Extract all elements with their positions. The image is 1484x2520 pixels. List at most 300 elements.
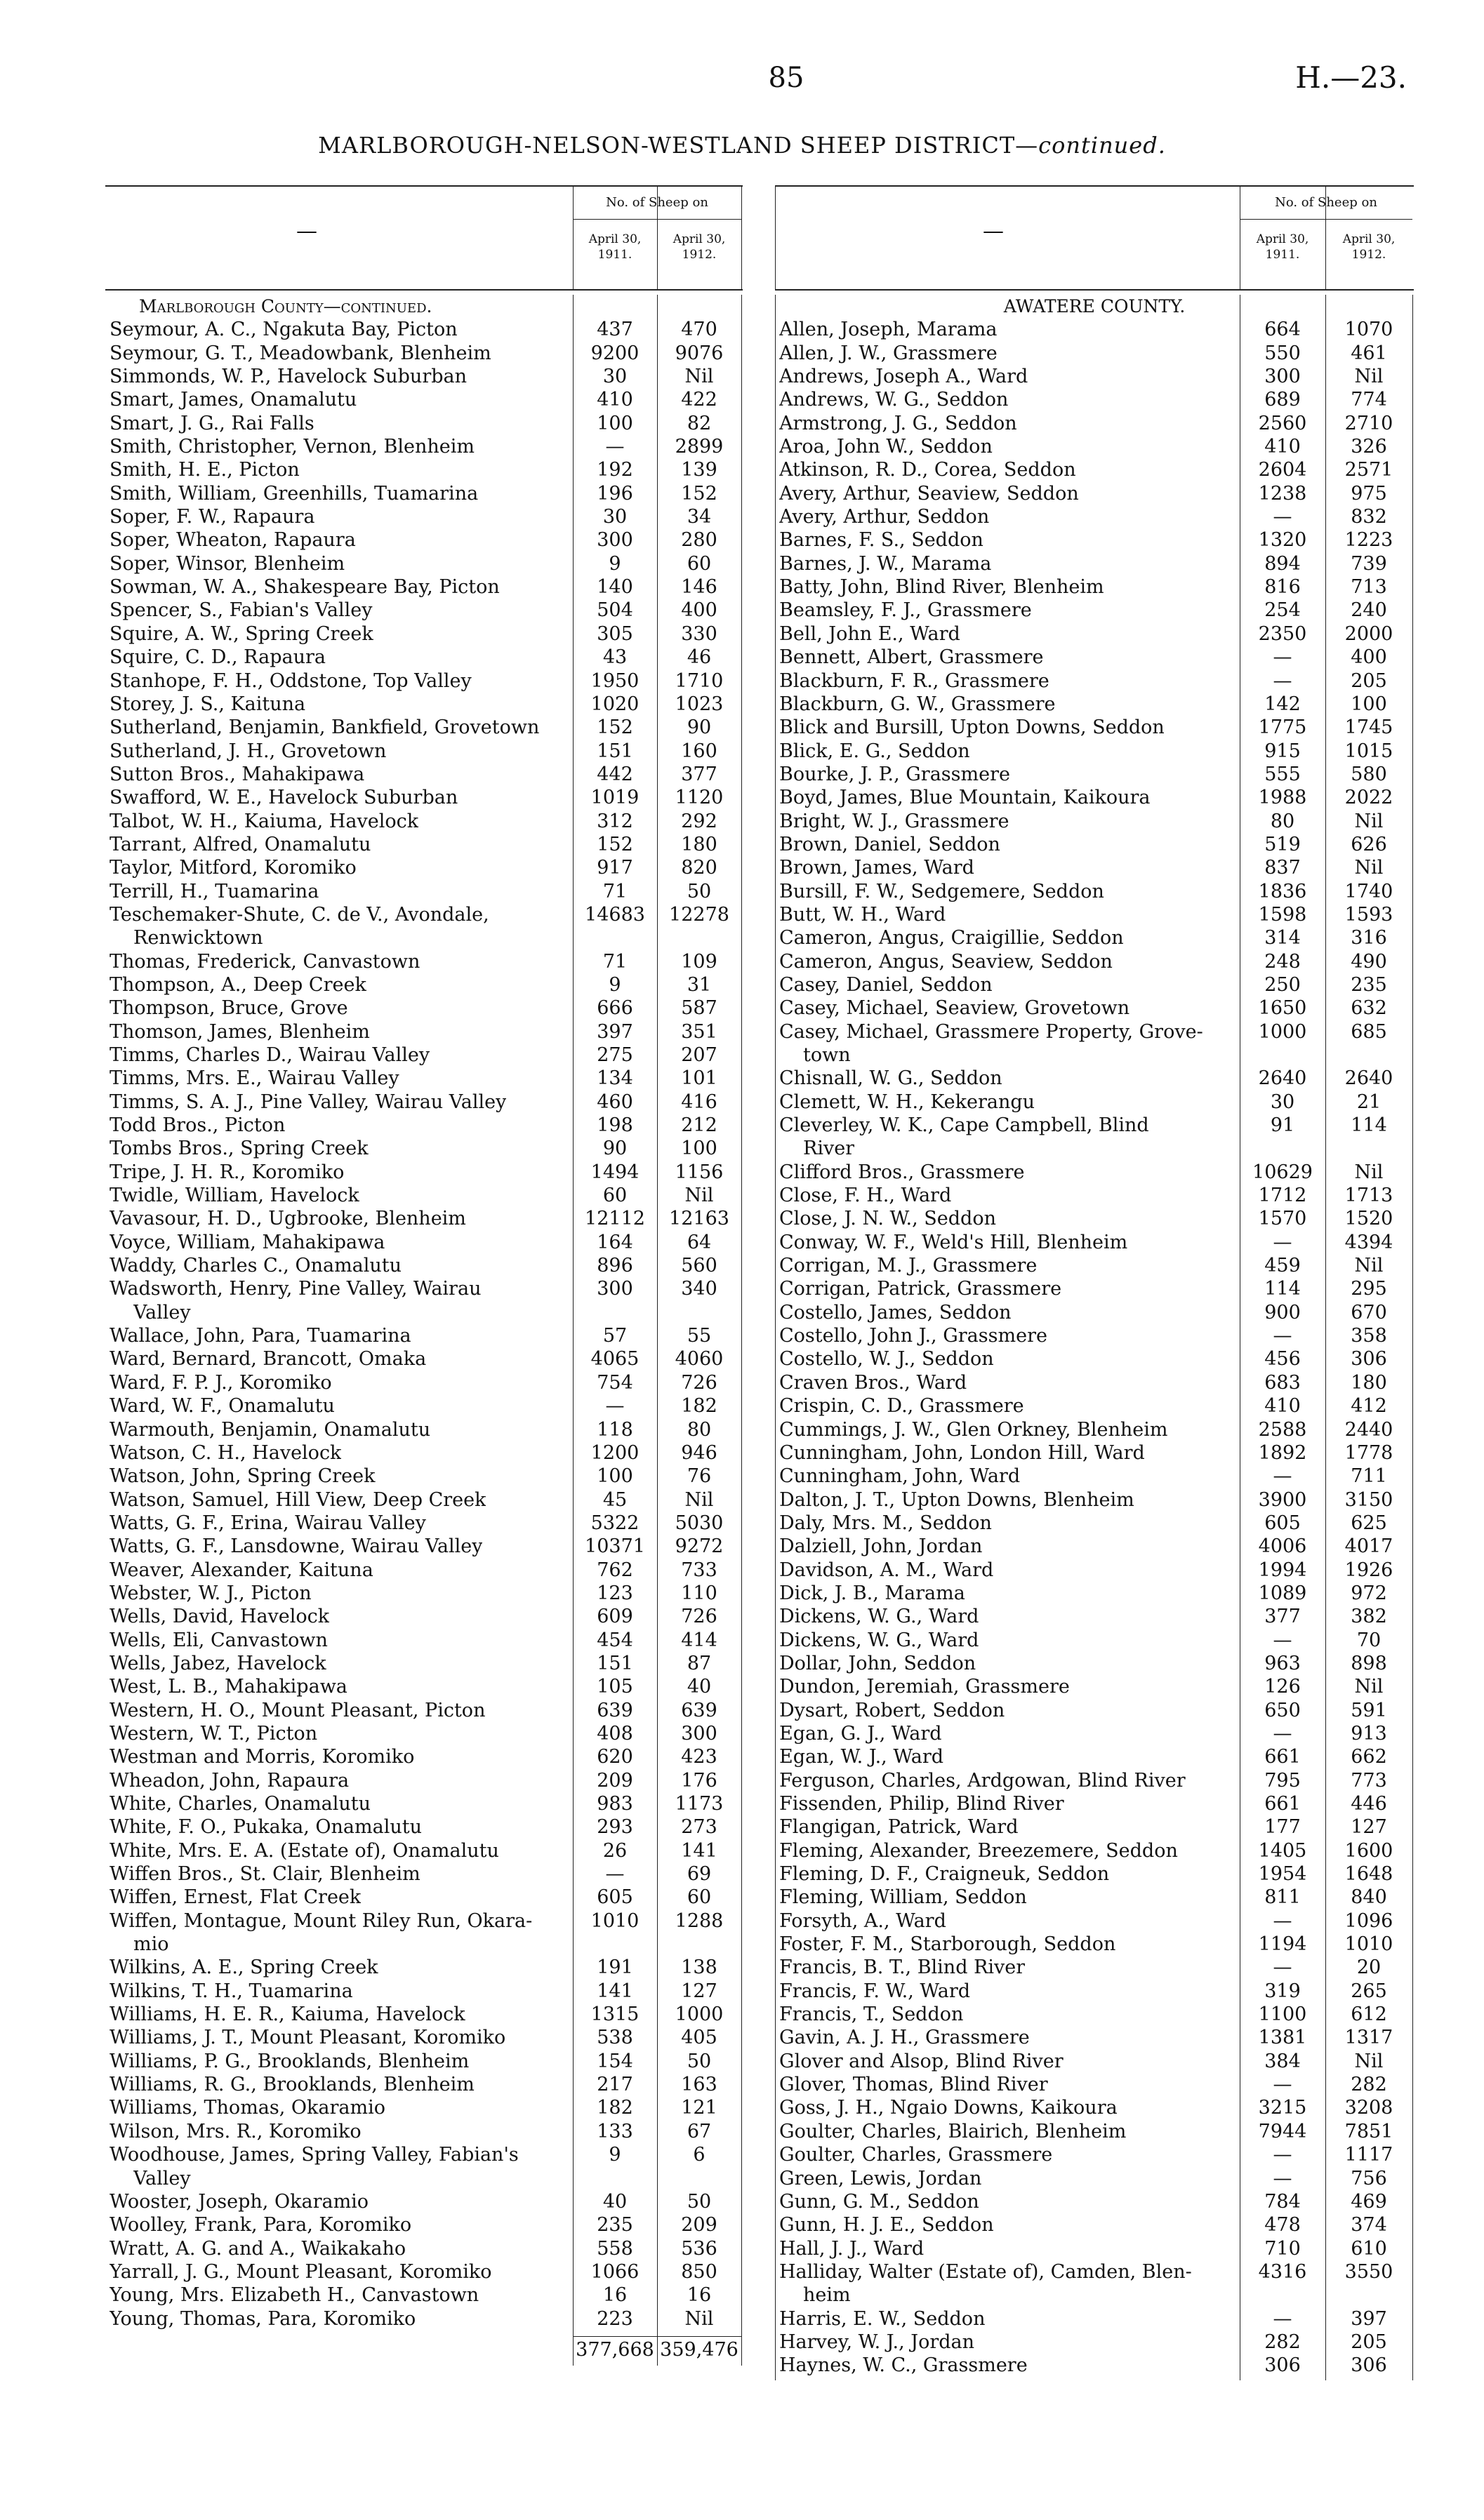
- owner-name: Dickens, W. G., Ward: [779, 1629, 979, 1651]
- sheep-1911: 983: [597, 1793, 633, 1815]
- owner-name: Teschemaker-Shute, C. de V., Avondale,: [110, 903, 489, 926]
- sheep-1911: 5322: [590, 1512, 640, 1534]
- sheep-1911: 1405: [1258, 1839, 1307, 1862]
- sheep-1911: 1598: [1258, 903, 1307, 926]
- table-row: [775, 1559, 1414, 1582]
- sheep-1912: 1010: [1344, 1933, 1393, 1956]
- owner-name: Butt, W. H., Ward: [779, 903, 946, 926]
- sheep-1911: 442: [597, 763, 633, 785]
- table-row: [105, 2003, 743, 2026]
- sheep-1911: 305: [597, 622, 633, 645]
- owner-name: Tombs Bros., Spring Creek: [110, 1138, 369, 1160]
- table-row: [775, 1044, 1414, 1067]
- sheep-1912: 127: [1351, 1816, 1387, 1839]
- sheep-1911: 10629: [1252, 1161, 1313, 1183]
- owner-name: Casey, Michael, Seaview, Grovetown: [779, 997, 1130, 1020]
- sheep-1912: 330: [681, 622, 717, 645]
- owner-name: Weaver, Alexander, Kaituna: [110, 1559, 373, 1581]
- table-row: [775, 2354, 1414, 2377]
- table-row: [105, 1044, 743, 1067]
- owner-name: Fissenden, Philip, Blind River: [779, 1793, 1064, 1815]
- table-row: [775, 1933, 1414, 1956]
- owner-name: Williams, R. G., Brooklands, Blenheim: [110, 2074, 475, 2096]
- sheep-1912: 55: [687, 1325, 712, 1347]
- sheep-1912: 560: [681, 1255, 717, 1277]
- owner-name: Fleming, Alexander, Breezemere, Seddon: [779, 1839, 1178, 1862]
- table-row: [105, 926, 743, 949]
- table-row: [105, 2167, 743, 2190]
- sheep-1911: 1570: [1258, 1208, 1307, 1230]
- sheep-1912: 4394: [1344, 1231, 1393, 1253]
- sheep-1912: 139: [681, 459, 717, 481]
- table-row: [775, 763, 1414, 786]
- sheep-1911: 456: [1264, 1348, 1301, 1371]
- table-row: [105, 1254, 743, 1277]
- table-row: [105, 903, 743, 926]
- owner-name: White, Charles, Onamalutu: [110, 1793, 371, 1815]
- table-row: [775, 1792, 1414, 1815]
- table-row: [775, 1020, 1414, 1044]
- sheep-1912: 16: [687, 2284, 712, 2307]
- owner-name: Wooster, Joseph, Okaramio: [110, 2190, 369, 2213]
- section-label: Marlborough County—continued.: [139, 296, 432, 316]
- sheep-1912: 351: [681, 1020, 717, 1043]
- sheep-1911: 555: [1264, 763, 1301, 785]
- table-row: [105, 1745, 743, 1768]
- table-row: [105, 1114, 743, 1137]
- table-row: [775, 435, 1414, 458]
- sheep-1911: 1089: [1258, 1582, 1307, 1604]
- sheep-1912: 913: [1351, 1722, 1387, 1745]
- sheep-1912: 2000: [1344, 622, 1393, 645]
- title-main: MARLBOROUGH-NELSON-WESTLAND SHEEP DISTRICT—: [318, 132, 1039, 159]
- sheep-1911: 164: [597, 1231, 633, 1253]
- owner-name: Goulter, Charles, Blairich, Blenheim: [779, 2120, 1127, 2142]
- owner-name: Bursill, F. W., Sedgemere, Seddon: [779, 880, 1104, 902]
- table-row: [775, 950, 1414, 973]
- sheep-1912: 306: [1351, 1348, 1387, 1371]
- sheep-1912: 670: [1351, 1301, 1387, 1324]
- owner-name: Stanhope, F. H., Oddstone, Top Valley: [110, 669, 472, 692]
- sheep-1911: 1315: [590, 2004, 640, 2026]
- sheep-1912: 1015: [1344, 740, 1393, 762]
- sheep-1912: 9272: [675, 1535, 724, 1558]
- table-row: [105, 575, 743, 599]
- table-row: [775, 1137, 1414, 1160]
- sheep-1911: 177: [1264, 1816, 1301, 1839]
- sheep-1912: 1520: [1344, 1208, 1393, 1230]
- table-row: [775, 1980, 1414, 2003]
- left-rows: [105, 295, 743, 2361]
- sheep-1912: Nil: [1354, 1255, 1384, 1277]
- owner-name: Costello, James, Seddon: [779, 1301, 1012, 1324]
- sheep-1912: 423: [681, 1746, 717, 1768]
- sheep-1912: 1740: [1344, 880, 1393, 902]
- sheep-1911: —: [605, 1395, 625, 1418]
- owner-name: Soper, Wheaton, Rapaura: [110, 529, 356, 552]
- owner-name: Smart, James, Onamalutu: [110, 389, 357, 411]
- sheep-1911: 57: [602, 1325, 628, 1347]
- sheep-1912: 685: [1351, 1020, 1387, 1043]
- sheep-1912: 898: [1351, 1652, 1387, 1674]
- table-row: [775, 1512, 1414, 1535]
- sheep-1911: 300: [597, 1278, 633, 1300]
- table-row: [105, 1394, 743, 1418]
- sheep-1911: 437: [597, 319, 633, 341]
- owner-name: Costello, John J., Grassmere: [779, 1325, 1047, 1347]
- table-row: [775, 1815, 1414, 1839]
- sheep-1912: 1120: [675, 787, 724, 809]
- table-row: [775, 833, 1414, 856]
- sheep-1912: 141: [681, 1839, 717, 1862]
- table-row: [775, 599, 1414, 622]
- owner-name: Armstrong, J. G., Seddon: [779, 412, 1017, 434]
- sheep-1911: 45: [602, 1488, 628, 1511]
- sheep-1911: 151: [597, 1652, 633, 1674]
- table-row: [105, 2096, 743, 2119]
- table-row: [105, 318, 743, 341]
- sheep-1911: —: [1273, 646, 1292, 669]
- owner-name: Todd Bros., Picton: [110, 1114, 286, 1137]
- sheep-1912: 3150: [1344, 1488, 1393, 1511]
- sheep-1912: 121: [681, 2097, 717, 2119]
- sheep-1911: 26: [602, 1839, 628, 1862]
- owner-name: Western, H. O., Mount Pleasant, Picton: [110, 1699, 486, 1721]
- sheep-1912: 64: [687, 1231, 712, 1253]
- sheep-1911: 71: [602, 880, 628, 902]
- sheep-1911: 1954: [1258, 1863, 1307, 1886]
- table-row: [775, 1769, 1414, 1792]
- sheep-1911: 1200: [590, 1441, 640, 1464]
- sheep-1912: 1023: [675, 693, 724, 715]
- sheep-1911: 217: [597, 2074, 633, 2096]
- owner-name: Timms, Mrs. E., Wairau Valley: [110, 1067, 399, 1090]
- table-row: [105, 342, 743, 365]
- table-row: [775, 786, 1414, 809]
- title-continued: continued.: [1038, 132, 1166, 159]
- sheep-1912: 240: [1351, 599, 1387, 622]
- owner-name: Brown, Daniel, Seddon: [779, 833, 1000, 855]
- sheep-1911: 43: [602, 646, 628, 669]
- sheep-1912: 273: [681, 1816, 717, 1839]
- sheep-1911: 191: [597, 1956, 633, 1979]
- owner-name: Waddy, Charles C., Onamalutu: [110, 1255, 402, 1277]
- sheep-1912: 1926: [1344, 1559, 1393, 1581]
- owner-name: Smith, William, Greenhills, Tuamarina: [110, 482, 479, 505]
- table-row: [105, 1582, 743, 1605]
- sheep-1912: 626: [1351, 833, 1387, 855]
- sheep-1912: 292: [681, 810, 717, 832]
- owner-name: Bright, W. J., Grassmere: [779, 810, 1009, 832]
- table-row: [775, 996, 1414, 1020]
- sheep-1912: 306: [1351, 2354, 1387, 2377]
- owner-name: Young, Mrs. Elizabeth H., Canvastown: [110, 2284, 479, 2307]
- owner-name: Wells, Eli, Canvastown: [110, 1629, 328, 1651]
- table-row: [105, 716, 743, 739]
- table-row: [105, 1956, 743, 1979]
- owner-name: Barnes, J. W., Marama: [779, 552, 992, 575]
- owner-name: Bourke, J. P., Grassmere: [779, 763, 1010, 785]
- owner-name: Talbot, W. H., Kaiuma, Havelock: [110, 810, 419, 832]
- sheep-1912: 400: [681, 599, 717, 622]
- sheep-1911: 90: [602, 1138, 628, 1160]
- table-row: [105, 646, 743, 669]
- owner-name: Dalton, J. T., Upton Downs, Blenheim: [779, 1488, 1134, 1511]
- sheep-1912: 612: [1351, 2004, 1387, 2026]
- table-row: [105, 1161, 743, 1184]
- table-row: [105, 1137, 743, 1160]
- sheep-1912: 2899: [675, 436, 724, 458]
- sheep-1911: 377: [1264, 1606, 1301, 1628]
- sheep-1911: 314: [1264, 927, 1301, 949]
- total-1912: 359,476: [660, 2339, 738, 2361]
- sheep-1911: 661: [1264, 1793, 1301, 1815]
- table-row: [105, 2026, 743, 2049]
- sheep-1911: 894: [1264, 552, 1301, 575]
- owner-name: Young, Thomas, Para, Koromiko: [110, 2307, 416, 2330]
- table-row: [105, 1231, 743, 1254]
- table-row: [775, 856, 1414, 879]
- owner-name: Close, F. H., Ward: [779, 1185, 952, 1207]
- table-row: [105, 412, 743, 435]
- owner-name: Wilkins, A. E., Spring Creek: [110, 1956, 378, 1979]
- sheep-1912: 1317: [1344, 2027, 1393, 2049]
- sheep-1912: Nil: [1354, 857, 1384, 879]
- table-row: [775, 1184, 1414, 1207]
- sheep-1912: 60: [687, 1886, 712, 1909]
- left-table-header: [105, 185, 743, 291]
- owner-name: Vavasour, H. D., Ugbrooke, Blenheim: [110, 1208, 466, 1230]
- owner-name: Smith, H. E., Picton: [110, 459, 300, 481]
- table-row: [105, 1277, 743, 1300]
- owner-name: Cameron, Angus, Seaview, Seddon: [779, 950, 1113, 973]
- owner-name: Avery, Arthur, Seaview, Seddon: [779, 482, 1079, 505]
- table-row: [105, 1465, 743, 1488]
- owner-name: Cummings, J. W., Glen Orkney, Blenheim: [779, 1418, 1168, 1441]
- sheep-1911: 550: [1264, 342, 1301, 364]
- table-row: [775, 2050, 1414, 2073]
- sheep-1912: 295: [1351, 1278, 1387, 1300]
- sheep-1911: 196: [597, 482, 633, 505]
- table-row: [775, 1254, 1414, 1277]
- sheep-1912: 739: [1351, 552, 1387, 575]
- sheep-1911: 689: [1264, 389, 1301, 411]
- sheep-1911: 1100: [1258, 2004, 1307, 2026]
- sheep-1911: 275: [597, 1044, 633, 1066]
- table-row: [775, 482, 1414, 505]
- table-row: [105, 458, 743, 481]
- sheep-1911: 306: [1264, 2354, 1301, 2377]
- sheep-1911: 558: [597, 2237, 633, 2260]
- sheep-1912: 1600: [1344, 1839, 1393, 1862]
- sheep-1911: 2588: [1258, 1418, 1307, 1441]
- sheep-1912: 4017: [1344, 1535, 1393, 1558]
- sheep-1912: 405: [681, 2027, 717, 2049]
- owner-name: Cameron, Angus, Craigillie, Seddon: [779, 927, 1124, 949]
- sheep-1911: 3215: [1258, 2097, 1307, 2119]
- sheep-1911: 816: [1264, 576, 1301, 599]
- sheep-1912: 207: [681, 1044, 717, 1066]
- page-number: 85: [768, 62, 804, 94]
- sheep-1912: 69: [687, 1863, 712, 1886]
- owner-name: Dalziell, John, Jordan: [779, 1535, 983, 1558]
- owner-name: mio: [133, 1933, 169, 1956]
- sheep-1912: 109: [681, 950, 717, 973]
- sheep-1911: 126: [1264, 1676, 1301, 1698]
- table-row: [105, 599, 743, 622]
- sheep-1911: 1836: [1258, 880, 1307, 902]
- owner-name: Bell, John E., Ward: [779, 622, 960, 645]
- owner-name: Wilkins, T. H., Tuamarina: [110, 1980, 353, 2002]
- sheep-1912: 756: [1351, 2167, 1387, 2189]
- sheep-1911: 896: [597, 1255, 633, 1277]
- table-row: [775, 880, 1414, 903]
- sheep-1911: 519: [1264, 833, 1301, 855]
- table-row: [105, 1699, 743, 1722]
- table-row: [775, 1862, 1414, 1886]
- owner-name: Francis, B. T., Blind River: [779, 1956, 1026, 1979]
- owner-name: Valley: [133, 1301, 191, 1324]
- table-row: [775, 388, 1414, 411]
- table-row: [105, 1652, 743, 1675]
- sheep-1912: 490: [1351, 950, 1387, 973]
- sheep-1911: 4065: [590, 1348, 640, 1371]
- sheep-1912: 12163: [669, 1208, 729, 1230]
- sheep-1912: 587: [681, 997, 717, 1020]
- sheep-1911: 16: [602, 2284, 628, 2307]
- sheep-1912: 1648: [1344, 1863, 1393, 1886]
- table-row: [775, 2213, 1414, 2236]
- sheep-1912: 70: [1356, 1629, 1382, 1651]
- section-label: AWATERE COUNTY.: [1003, 296, 1186, 316]
- sheep-1912: 138: [681, 1956, 717, 1979]
- sheep-1911: —: [1273, 1956, 1292, 1979]
- sheep-1911: 605: [1264, 1512, 1301, 1534]
- sheep-1911: 915: [1264, 740, 1301, 762]
- owner-name: Cunningham, John, Ward: [779, 1465, 1021, 1488]
- sheep-1911: 1712: [1258, 1185, 1307, 1207]
- right-rows: [775, 295, 1414, 2378]
- table-row: [105, 365, 743, 388]
- sheep-1912: 382: [1351, 1606, 1387, 1628]
- table-row: [775, 1699, 1414, 1722]
- owner-name: Thompson, Bruce, Grove: [110, 997, 348, 1020]
- owner-name: White, F. O., Pukaka, Onamalutu: [110, 1816, 422, 1839]
- table-row: [775, 1488, 1414, 1512]
- table-row: [105, 786, 743, 809]
- owner-name: Simmonds, W. P., Havelock Suburban: [110, 366, 467, 388]
- col-1912-header: April 30, 1912.: [1342, 232, 1396, 262]
- owner-name: Barnes, F. S., Seddon: [779, 529, 983, 552]
- sheep-1911: 1066: [590, 2260, 640, 2283]
- table-row: [105, 1207, 743, 1230]
- table-row: [105, 1020, 743, 1044]
- table-row: [105, 1839, 743, 1862]
- sheep-1912: 6: [693, 2144, 705, 2166]
- table-row: [775, 1091, 1414, 1114]
- table-row: [775, 646, 1414, 669]
- sheep-1912: 1593: [1344, 903, 1393, 926]
- sheep-1911: 397: [597, 1020, 633, 1043]
- sheep-1911: 300: [597, 529, 633, 552]
- sheep-1912: 1223: [1344, 529, 1393, 552]
- table-row: [775, 716, 1414, 739]
- sheep-1912: 110: [681, 1582, 717, 1604]
- sheep-1911: 80: [1270, 810, 1295, 832]
- sheep-1912: 850: [681, 2260, 717, 2283]
- sheep-1912: 1156: [675, 1161, 724, 1183]
- owner-name: Bennett, Albert, Grassmere: [779, 646, 1044, 669]
- owner-name: Wells, David, Havelock: [110, 1606, 330, 1628]
- table-row: [775, 2167, 1414, 2190]
- owner-name: Sutherland, J. H., Grovetown: [110, 740, 387, 762]
- owner-name: Goss, J. H., Ngaio Downs, Kaikoura: [779, 2097, 1118, 2119]
- table-row: [105, 693, 743, 716]
- sheep-1912: Nil: [684, 2307, 714, 2330]
- sheep-1912: 536: [681, 2237, 717, 2260]
- owner-name: heim: [803, 2284, 851, 2307]
- sheep-1912: 127: [681, 1980, 717, 2002]
- table-row: [775, 412, 1414, 435]
- owner-name: Watts, G. F., Erina, Wairau Valley: [110, 1512, 426, 1534]
- table-row: [775, 1956, 1414, 1979]
- sheep-1912: 163: [681, 2074, 717, 2096]
- table-row: [775, 2026, 1414, 2049]
- sheep-1911: 917: [597, 857, 633, 879]
- sheep-1912: 1000: [675, 2004, 724, 2026]
- sheep-1912: 1745: [1344, 716, 1393, 739]
- owner-name: Taylor, Mitford, Koromiko: [110, 857, 357, 879]
- owner-name: Casey, Daniel, Seddon: [779, 973, 993, 996]
- owner-name: Davidson, A. M., Ward: [779, 1559, 994, 1581]
- sheep-1911: 100: [597, 412, 633, 434]
- left-table: [105, 185, 743, 2361]
- sheep-1911: 762: [597, 1559, 633, 1581]
- owner-name: Daly, Mrs. M., Seddon: [779, 1512, 992, 1534]
- owner-name: Aroa, John W., Seddon: [779, 436, 993, 458]
- sheep-1911: 410: [1264, 436, 1301, 458]
- table-row: [775, 1231, 1414, 1254]
- owner-name: Dysart, Robert, Seddon: [779, 1699, 1005, 1721]
- table-row: [775, 2096, 1414, 2119]
- owner-name: Webster, W. J., Picton: [110, 1582, 312, 1604]
- table-row: [105, 2237, 743, 2260]
- sheep-1911: 1019: [590, 787, 640, 809]
- owner-name: Fleming, William, Seddon: [779, 1886, 1027, 1909]
- sheep-1911: 795: [1264, 1769, 1301, 1792]
- table-row: [775, 1394, 1414, 1418]
- sheep-1912: 4060: [675, 1348, 724, 1371]
- table-row: [105, 2143, 743, 2166]
- sheep-1911: 312: [597, 810, 633, 832]
- table-row: [775, 903, 1414, 926]
- sheep-1912: 358: [1351, 1325, 1387, 1347]
- owner-name: Wheadon, John, Rapaura: [110, 1769, 350, 1792]
- sheep-1912: Nil: [684, 1185, 714, 1207]
- table-row: [105, 1886, 743, 1909]
- sheep-1911: 2640: [1258, 1067, 1307, 1090]
- owner-name: Watson, Samuel, Hill View, Deep Creek: [110, 1488, 486, 1511]
- table-row: [775, 2307, 1414, 2331]
- sheep-1912: 662: [1351, 1746, 1387, 1768]
- sheep-1912: 340: [681, 1278, 717, 1300]
- owner-name: Cunningham, John, London Hill, Ward: [779, 1441, 1145, 1464]
- owner-name: Storey, J. S., Kaituna: [110, 693, 306, 715]
- sheep-1911: 250: [1264, 973, 1301, 996]
- owner-name: Gunn, H. J. E., Seddon: [779, 2214, 994, 2236]
- owner-name: Costello, W. J., Seddon: [779, 1348, 994, 1371]
- sheep-1911: 14683: [585, 903, 645, 926]
